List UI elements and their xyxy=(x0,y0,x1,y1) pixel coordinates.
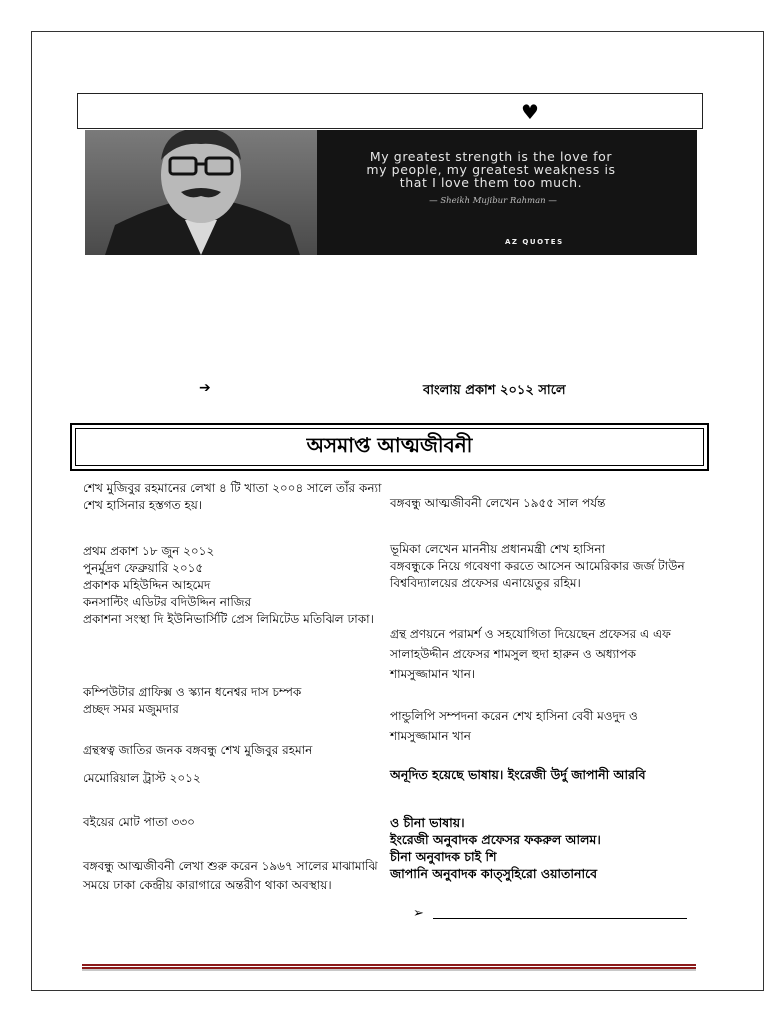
left-column-credits xyxy=(83,684,388,718)
text-line: প্রকাশক মহিউদ্দিন আহমেদ xyxy=(83,578,211,592)
quote-image xyxy=(85,130,697,255)
title-box xyxy=(70,423,709,471)
right-column-translations xyxy=(390,814,690,882)
heart-symbol: ♥ xyxy=(521,100,539,124)
published-note: বাংলায় প্রকাশ ২০১২ সালে xyxy=(423,383,566,398)
text-line: ভূমিকা লেখেন মাননীয় প্রধানমন্ত্রী শেখ হাসিনা xyxy=(390,542,606,556)
right-column-research xyxy=(390,541,688,592)
portrait-image xyxy=(85,130,317,255)
header-box xyxy=(77,93,703,129)
text-line: বঙ্গবন্ধু আত্মজীবনী লেখা শুরু করেন ১৯৬৭ সালের মাঝামাঝি সময়ে ঢাকা কেন্দ্রীয় কারাগারে অন্তরীণ থাকা অবস্থায়। xyxy=(83,859,378,892)
text-line: গ্রন্থস্বত্ব জাতির জনক বঙ্গবন্ধু শেখ মুজিবুর রহমান xyxy=(83,743,313,757)
left-column-intro xyxy=(83,480,383,514)
text-line: চীনা অনুবাদক চাই শি xyxy=(390,849,497,864)
text-line: পুনর্মুদ্রণ ফেব্রুয়ারি ২০১৫ xyxy=(83,561,204,575)
text-line: প্রচ্ছদ সমর মজুমদার xyxy=(83,702,179,716)
text-line: প্রথম প্রকাশ ১৮ জুন ২০১২ xyxy=(83,544,215,558)
quote-brand: AZ QUOTES xyxy=(505,238,564,246)
blank-fill-line xyxy=(433,918,687,919)
quote-line: my people, my greatest weakness is xyxy=(366,162,616,177)
text-line: বইয়ের মোট পাতা ৩৩০ xyxy=(83,815,195,829)
text-line: ও চীনা ভাষায়। xyxy=(390,815,465,830)
text-line: জাপানি অনুবাদক কাত্সুহিরো ওয়াতানাবে xyxy=(390,866,598,881)
text-line: বঙ্গবন্ধুকে নিয়ে গবেষণা করতে আসেন আমেরিকার জর্জ টাউন বিশ্ববিদ্যালয়ের প্রফেসর এনায়েতুর রহিম। xyxy=(390,559,685,590)
text-line: কনসাল্টিং এডিটর বদিউদ্দিন নাজির xyxy=(83,595,252,609)
bullet-arrow-icon: ➢ xyxy=(413,906,424,921)
text-line: বঙ্গবন্ধু আত্মজীবনী লেখেন ১৯৫৫ সাল পর্যন্ত xyxy=(390,496,606,510)
text-line: কম্পিউটার গ্রাফিক্স ও স্ক্যান ধনেশ্বর দাস চম্পক xyxy=(83,685,302,699)
text-line: পান্ডুলিপি সম্পদনা করেন শেখ হাসিনা বেবী মওদুদ ও শামসুজ্জামান খান xyxy=(390,709,638,743)
text-line: অনূদিত হয়েছে ভাষায়। ইংরেজী উর্দু জাপানী আরবি xyxy=(390,767,646,782)
quote-line: that I love them too much. xyxy=(399,175,583,190)
arrow-icon: ➔ xyxy=(199,380,211,396)
quote-text xyxy=(323,150,659,189)
text-line: ইংরেজী অনুবাদক প্রফেসর ফকরুল আলম। xyxy=(390,832,601,847)
quote-line: My greatest strength is the love for xyxy=(369,149,613,164)
quote-author: — Sheikh Mujibur Rahman — xyxy=(429,196,557,206)
footer-rule xyxy=(82,964,696,966)
text-line: প্রকাশনা সংস্থা দি ইউনিভার্সিটি প্রেস লিমিটেড মতিঝিল ঢাকা। xyxy=(83,612,374,626)
text-line: গ্রন্থ প্রণয়নে পরামর্শ ও সহযোগিতা দিয়েছেন প্রফেসর এ এফ সালাহউদ্দীন প্রফেসর শামসুল হুদা হারুন ও অধ্যাপক শামসুজ্জামান খান। xyxy=(390,627,671,681)
left-column-publication xyxy=(83,543,388,628)
text-line: শেখ মুজিবুর রহমানের লেখা ৪ টি খাতা ২০০৪ সালে তাঁর কন্যা শেখ হাসিনার হস্তগত হয়। xyxy=(83,481,382,512)
book-title: অসমাপ্ত আত্মজীবনী xyxy=(75,428,704,466)
text-line: মেমোরিয়াল ট্রাস্ট ২০১২ xyxy=(83,771,201,785)
